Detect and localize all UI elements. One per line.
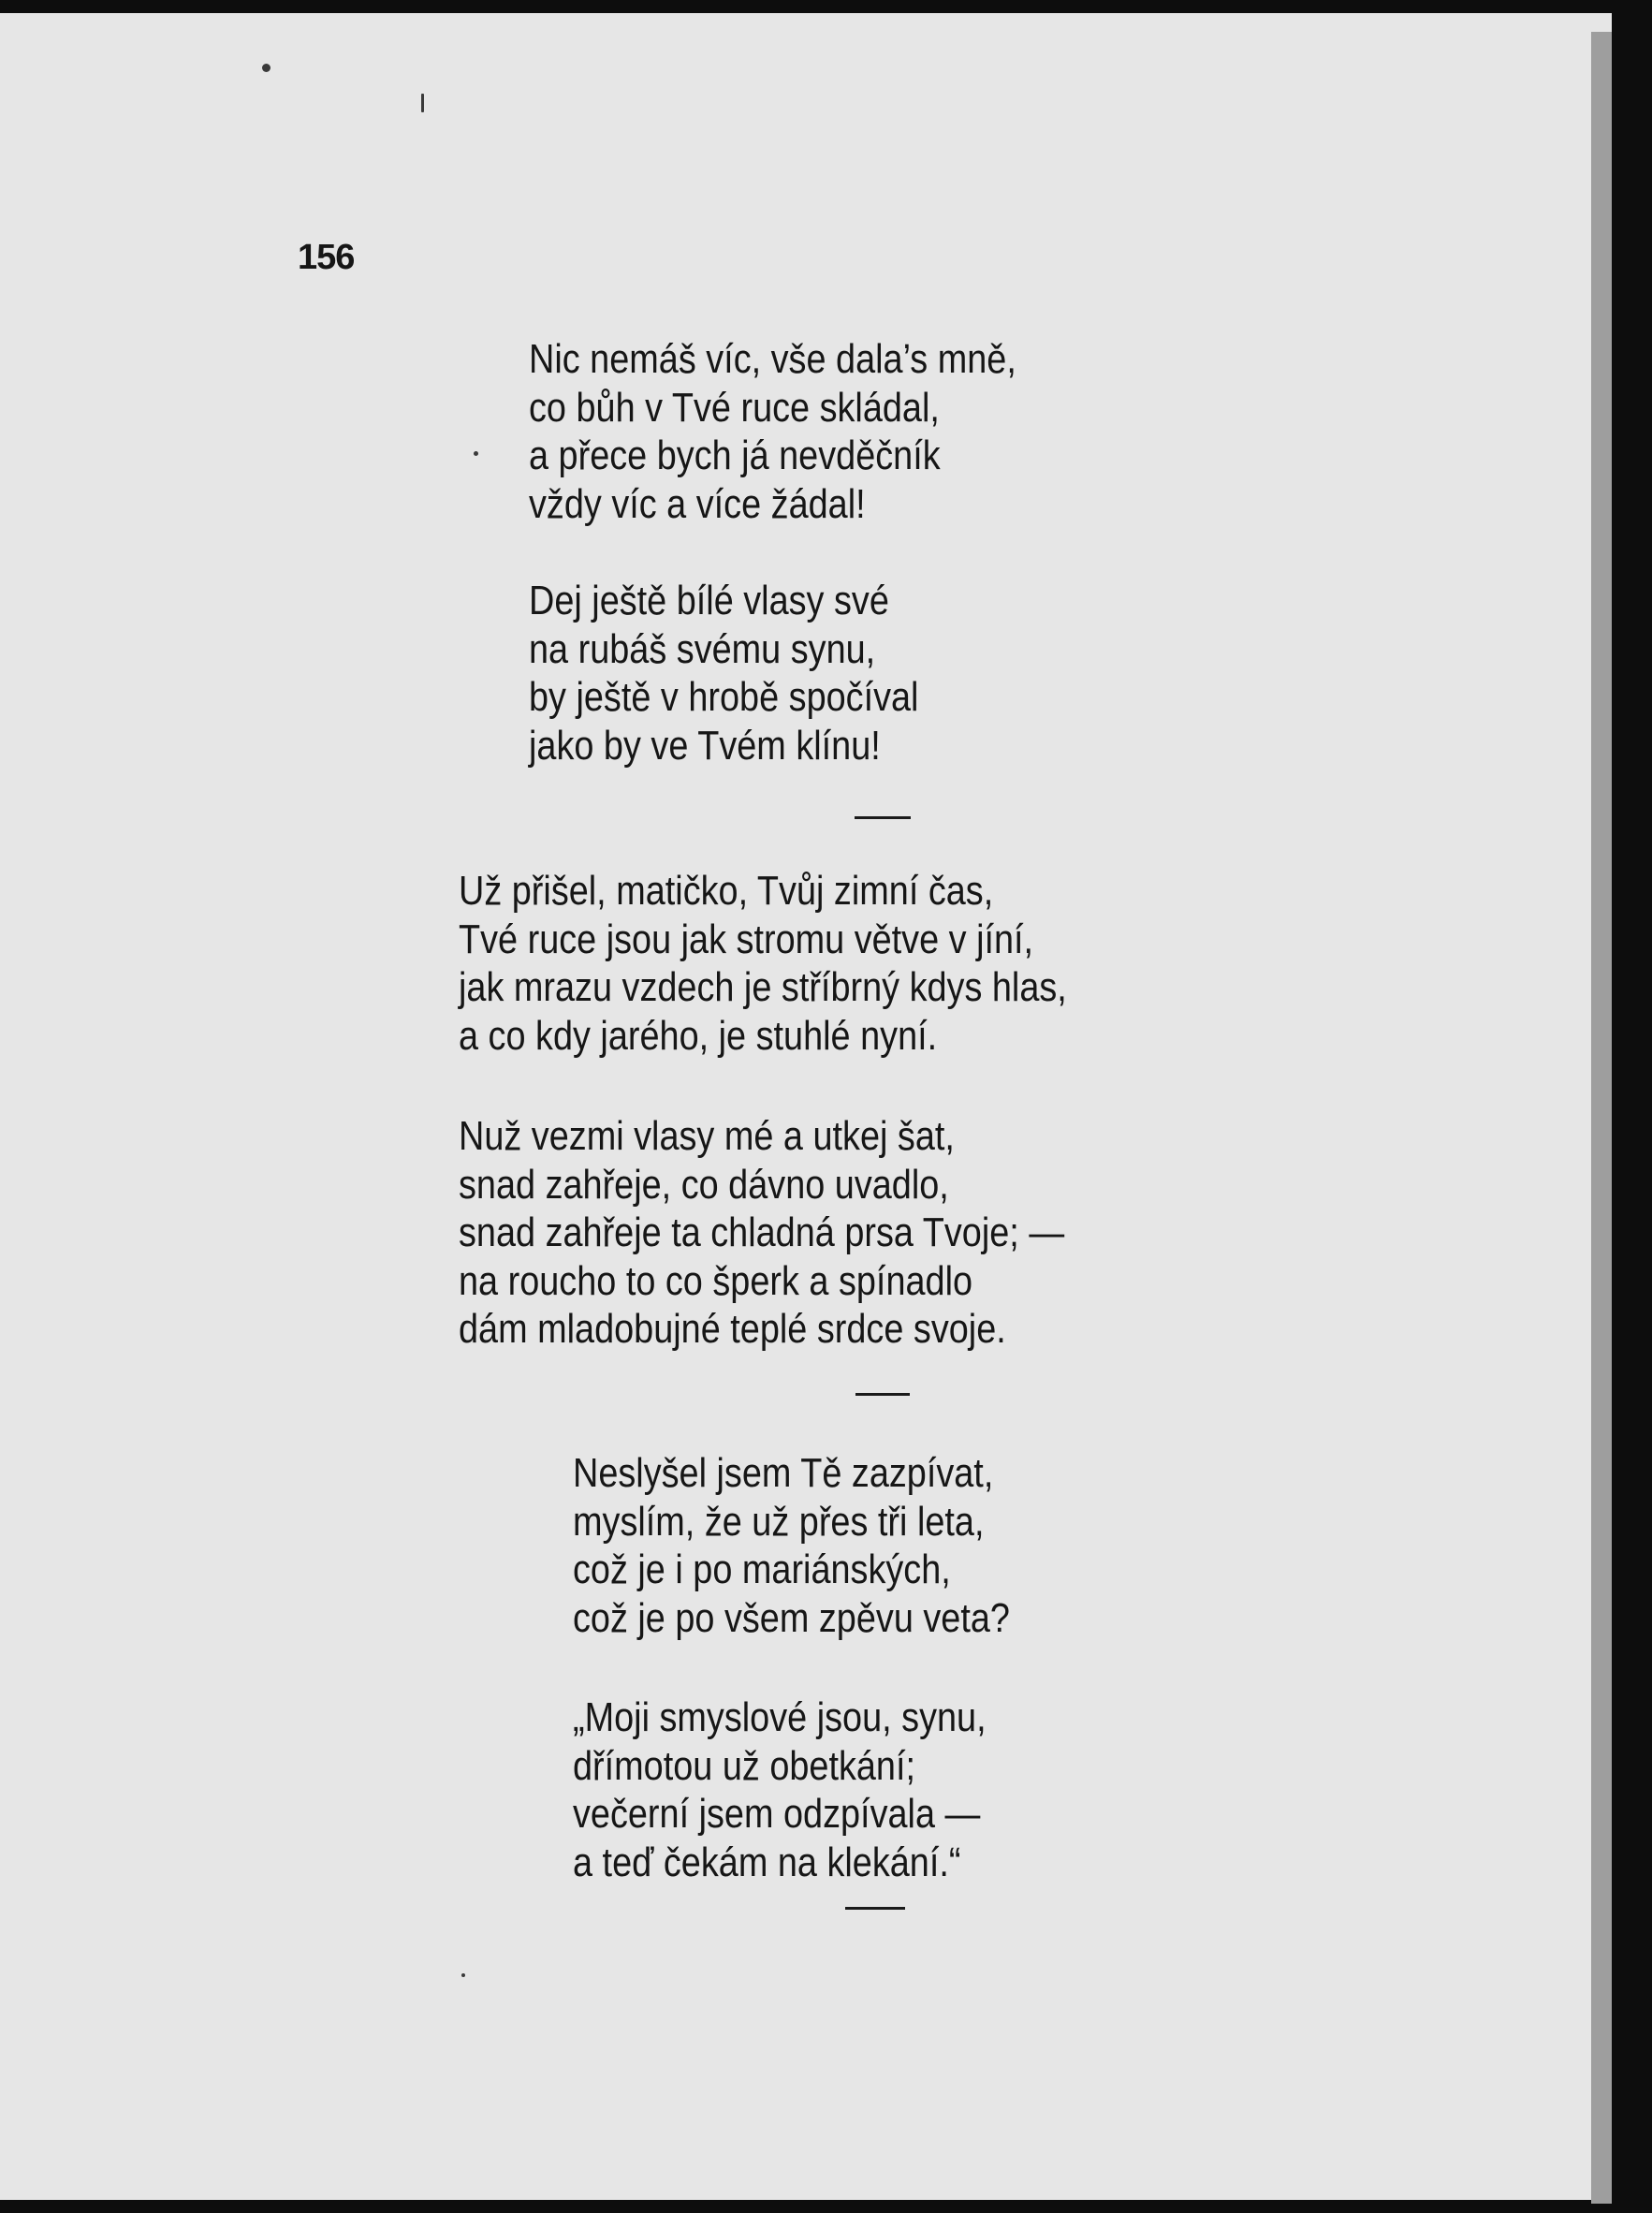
poem-line: a přece bych já nevděčník — [529, 432, 941, 478]
scan-speck — [262, 64, 270, 72]
poem-line: snad zahřeje, co dávno uvadlo, — [459, 1161, 949, 1208]
poem-line: Už přišel, matičko, Tvůj zimní čas, — [459, 868, 994, 914]
poem-line: Neslyšel jsem Tě zazpívat, — [573, 1450, 994, 1496]
page-edge — [1591, 32, 1612, 2204]
section-divider — [855, 1393, 910, 1396]
poem-line: na rubáš svému synu, — [529, 625, 876, 672]
poem-line: dřímotou už obetkání; — [573, 1742, 916, 1789]
section-divider — [855, 816, 911, 819]
poem-line: na roucho to co šperk a spínadlo — [459, 1257, 973, 1304]
stanza-4 — [459, 1112, 1064, 1354]
scan-speck — [461, 1973, 465, 1977]
poem-line: by ještě v hrobě spočíval — [529, 674, 919, 720]
book-page — [0, 13, 1612, 2200]
poem-line: Dej ještě bílé vlasy své — [529, 578, 889, 623]
poem-line: jako by ve Tvém klínu! — [529, 722, 881, 769]
poem-line: večerní jsem odzpívala — — [573, 1791, 981, 1837]
section-divider — [845, 1907, 905, 1910]
poem-line: což je i po mariánských, — [573, 1546, 951, 1592]
poem-line: což je po všem zpěvu veta? — [573, 1594, 1010, 1641]
poem-line: a co kdy jarého, je stuhlé nyní. — [459, 1012, 938, 1059]
stanza-1 — [529, 335, 1016, 528]
stanza-3 — [459, 867, 1067, 1060]
stanza-2 — [529, 577, 918, 769]
poem-line: Nuž vezmi vlasy mé a utkej šat, — [459, 1113, 955, 1159]
poem-line: co bůh v Tvé ruce skládal, — [529, 384, 940, 431]
scan-speck — [474, 451, 478, 456]
stanza-5 — [573, 1449, 1010, 1642]
poem-line: vždy víc a více žádal! — [529, 480, 866, 527]
poem-line: Tvé ruce jsou jak stromu větve v jíní, — [459, 916, 1034, 962]
poem-line: dám mladobujné teplé srdce svoje. — [459, 1306, 1006, 1352]
poem-line: Nic nemáš víc, vše dala’s mně, — [529, 336, 1016, 382]
poem-line: myslím, že už přes tři leta, — [573, 1498, 985, 1545]
poem-line: jak mrazu vzdech je stříbrný kdys hlas, — [459, 964, 1067, 1010]
poem-line: „Moji smyslové jsou, synu, — [573, 1694, 987, 1740]
stanza-6 — [573, 1693, 987, 1886]
page-number: 156 — [298, 238, 355, 277]
scan-speck — [421, 94, 424, 112]
poem-line: snad zahřeje ta chladná prsa Tvoje; — — [459, 1209, 1065, 1255]
poem-line: a teď čekám na klekání.“ — [573, 1839, 961, 1885]
